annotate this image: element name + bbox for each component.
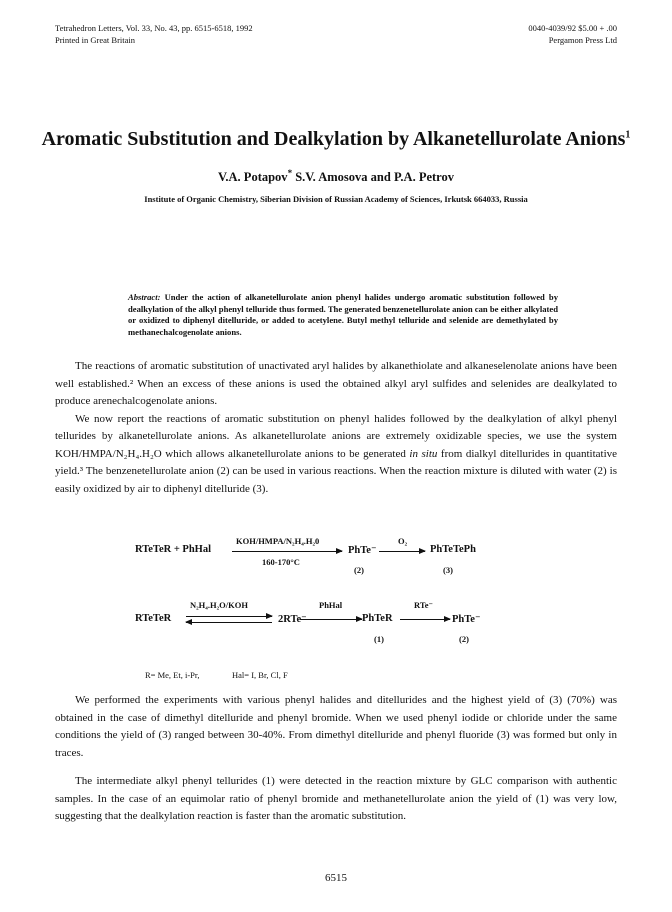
scheme1-reagent-2: O₂ <box>398 536 408 546</box>
author-line <box>0 168 672 185</box>
title-text: Aromatic Substitution and Dealkylation by Alkanetellurolate Anions <box>41 128 626 150</box>
scheme2-arrow-2 <box>300 619 362 620</box>
abstract-text: Under the action of alkanetellurolate anion phenyl halides undergo aromatic substitution followed by dealkylation of the alkyl phenyl telluride thus formed. The generated benzenetellurolate anion can be either alkylated or oxidized to diphenyl ditelluride, or added to acetylene. Butyl methyl telluride and selenide are demethylated by methanechalcogenolate anions. <box>128 292 558 337</box>
author-1: V.A. Potapov <box>217 170 288 185</box>
scheme1-product-1-label: (2) <box>354 565 364 575</box>
journal-citation: Tetrahedron Letters, Vol. 33, No. 43, pp. 6515-6518, 1992 <box>55 23 253 33</box>
affiliation: Institute of Organic Chemistry, Siberian Division of Russian Academy of Sciences, Irkutsk 664033, Russia <box>144 194 528 204</box>
page-number: 6515 <box>325 872 347 884</box>
hal-definition: Hal= I, Br, Cl, F <box>232 670 288 680</box>
abstract <box>128 292 558 338</box>
scheme2-product-2: PhTe⁻ <box>452 614 481 625</box>
other-authors: S.V. Amosova and P.A. Petrov <box>292 170 455 185</box>
scheme2-forward-arrow <box>186 616 272 617</box>
paragraph-2-part-a: We now report the reactions of aromatic substitution on phenyl halides followed by the dealkylation of alkyl phenyl tellurides by alkanetellurolate anions. As alkanetellurolate anions are extremely oxidizable species, we use the system KOH/HMPA/N₂H₄.H₂O which allows alkanetellurolate anions to be generated <box>55 412 617 460</box>
abstract-label: Abstract: <box>128 292 161 302</box>
scheme2-product-1: PhTeR <box>362 613 393 624</box>
scheme2-product-2-label: (2) <box>459 634 469 644</box>
body-middle <box>55 692 617 762</box>
scheme1-product-2: PhTeTePh <box>430 544 476 555</box>
paragraph-2 <box>55 411 617 499</box>
body-top <box>55 358 617 498</box>
scheme1-product-1: PhTe⁻ <box>348 545 377 556</box>
scheme2-conditions-1: N₂H₄.H₂O/KOH <box>190 600 248 610</box>
scheme1-conditions-top: KOH/HMPA/N₂H₄.H₂0 <box>236 536 320 546</box>
publisher: Pergamon Press Ltd <box>548 35 617 45</box>
scheme2-start: RTeTeR <box>135 613 172 624</box>
paper-title <box>0 128 672 151</box>
scheme1-arrow-2 <box>379 551 425 552</box>
scheme1-arrow-1 <box>232 551 342 552</box>
paragraph-2-part-b: from dialkyl ditellurides in quantitative yield.³ The benzenetellurolate anion (2) can be used in various reactions. When the reaction mixture is diluted with water (2) is easily oxidized by air to diphenyl ditelluride (3). <box>55 447 618 495</box>
scheme2-conditions-3: RTe⁻ <box>414 600 433 610</box>
scheme2-arrow-3 <box>400 619 450 620</box>
scheme1-conditions-bottom: 160-170°C <box>262 557 300 567</box>
scheme1-reactants: RTeTeR + PhHal <box>135 544 212 555</box>
title-footnote-mark: 1 <box>625 129 631 141</box>
printed-in: Printed in Great Britain <box>55 35 136 45</box>
scheme2-reverse-arrow <box>186 622 272 623</box>
corresponding-mark: * <box>287 168 293 178</box>
running-header-right <box>528 22 617 46</box>
scheme1-product-2-label: (3) <box>443 565 453 575</box>
body-bottom <box>55 773 617 826</box>
paragraph-4: The intermediate alkyl phenyl tellurides (1) were detected in the reaction mixture by GLC comparison with authentic samples. In the case of an equimolar ratio of phenyl bromide and methanetellurolate anion the yield of (1) was very low, suggesting that the dealkylation reaction is faster than the aromatic substitution. <box>55 775 617 822</box>
paragraph-3: We performed the experiments with various phenyl halides and ditellurides and the highest yield of (3) (70%) was obtained in the case of dimethyl ditelluride and phenyl bromide. When we used phenyl iodide or chloride under the same conditions the yield of (3) ranged between 30-40%. From dimethyl ditelluride and phenyl fluoride (3) was formed but only in traces. <box>55 694 617 759</box>
scheme2-conditions-2: PhHal <box>319 600 343 610</box>
issn-price: 0040-4039/92 $5.00 + .00 <box>528 23 617 33</box>
scheme2-product-1-label: (1) <box>374 634 384 644</box>
running-header-left <box>55 22 253 46</box>
paragraph-2-italic: in situ <box>409 447 438 460</box>
paragraph-1: The reactions of aromatic substitution of unactivated aryl halides by alkanethiolate and alkaneselenolate anions have been well established.² When an excess of these anions is used the obtained alkyl aryl sulfides and selenides are dealkylated to produce arenechalcogenolate anions. <box>55 360 617 407</box>
r-definition: R= Me, Et, i-Pr, <box>145 670 200 680</box>
scheme2-intermediate: 2RTe⁻ <box>278 614 307 625</box>
